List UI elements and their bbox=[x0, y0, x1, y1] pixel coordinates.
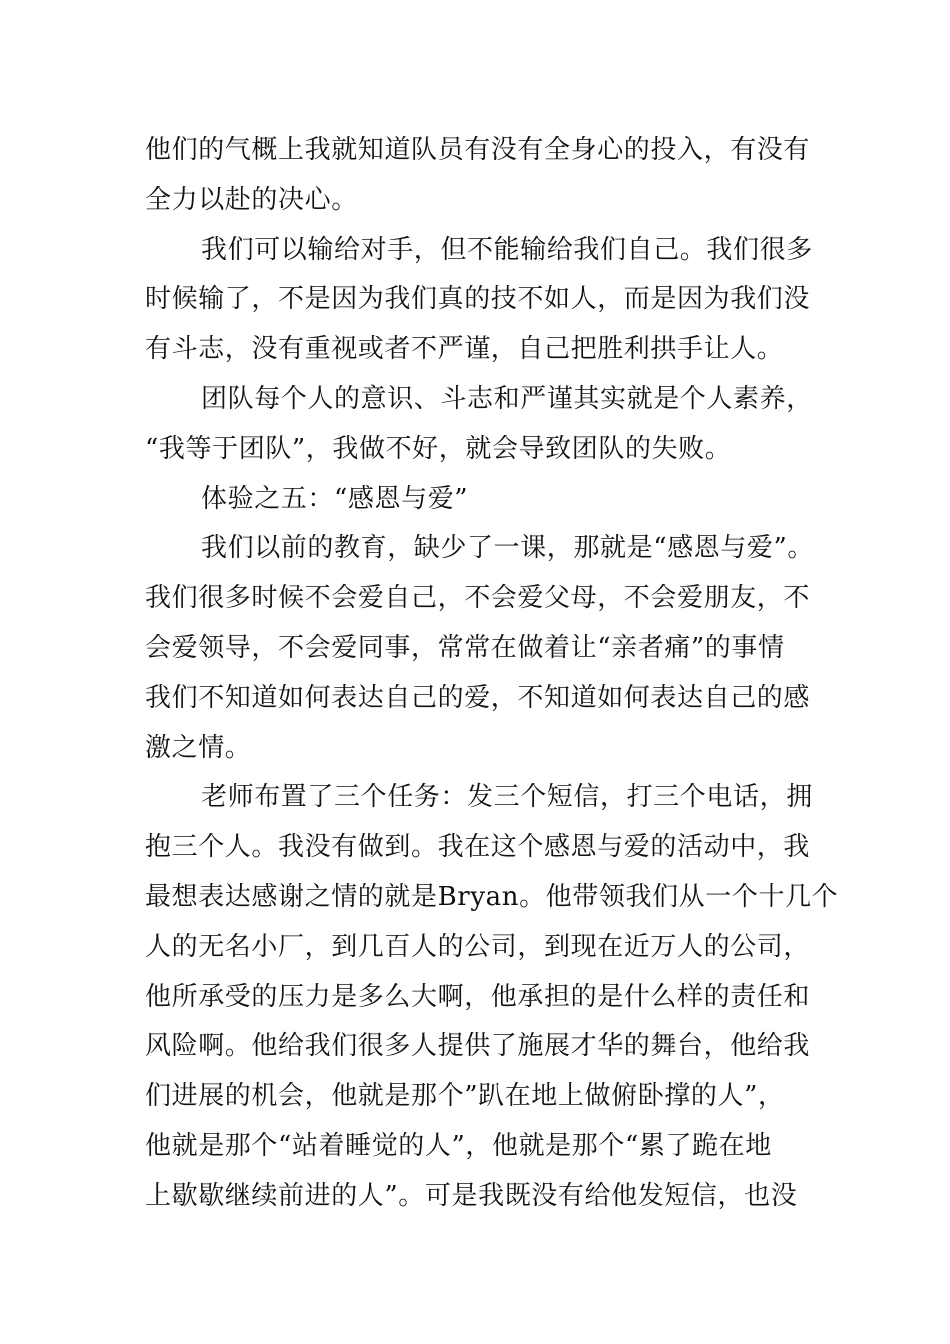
text-line: 我们以前的教育，缺少了一课，那就是“感恩与爱”。 bbox=[201, 533, 814, 564]
text-line: 风险啊。他给我们很多人提供了施展才华的舞台，他给我 bbox=[145, 1031, 811, 1062]
document-body bbox=[145, 126, 839, 1222]
text-line: 全力以赴的决心。 bbox=[145, 184, 358, 215]
text-line: 有斗志，没有重视或者不严谨，自己把胜利拱手让人。 bbox=[145, 334, 784, 365]
text-line: 最想表达感谢之情的就是Bryan。他带领我们从一个十几个 bbox=[145, 881, 839, 912]
text-line: 人的无名小厂，到几百人的公司，到现在近万人的公司， bbox=[145, 931, 811, 962]
section-heading: 体验之五：“感恩与爱” bbox=[201, 483, 469, 514]
text-line: 会爱领导，不会爱同事，常常在做着让“亲者痛”的事情 bbox=[145, 632, 785, 663]
text-line: 抱三个人。我没有做到。我在这个感恩与爱的活动中，我 bbox=[145, 832, 811, 863]
text-line: “我等于团队”，我做不好，就会导致团队的失败。 bbox=[145, 433, 732, 464]
text-line: 们进展的机会，他就是那个”趴在地上做俯卧撑的人”， bbox=[145, 1081, 785, 1112]
text-line: 团队每个人的意识、斗志和严谨其实就是个人素养， bbox=[201, 383, 813, 414]
text-line: 我们很多时候不会爱自己，不会爱父母，不会爱朋友，不 bbox=[145, 583, 811, 614]
text-line: 我们可以输给对手，但不能输给我们自己。我们很多 bbox=[201, 234, 813, 265]
text-line: 他所承受的压力是多么大啊，他承担的是什么样的责任和 bbox=[145, 981, 811, 1012]
text-line: 他就是那个“站着睡觉的人”，他就是那个“累了跪在地 bbox=[145, 1130, 772, 1161]
text-line: 他们的气概上我就知道队员有没有全身心的投入，有没有 bbox=[145, 135, 811, 165]
text-line: 上歇歇继续前进的人”。可是我既没有给他发短信，也没 bbox=[145, 1180, 798, 1211]
text-line: 激之情。 bbox=[145, 732, 252, 763]
text-line: 我们不知道如何表达自己的爱，不知道如何表达自己的感 bbox=[145, 682, 811, 713]
text-line: 老师布置了三个任务：发三个短信，打三个电话，拥 bbox=[201, 782, 813, 813]
text-line: 时候输了，不是因为我们真的技不如人，而是因为我们没 bbox=[145, 284, 811, 315]
